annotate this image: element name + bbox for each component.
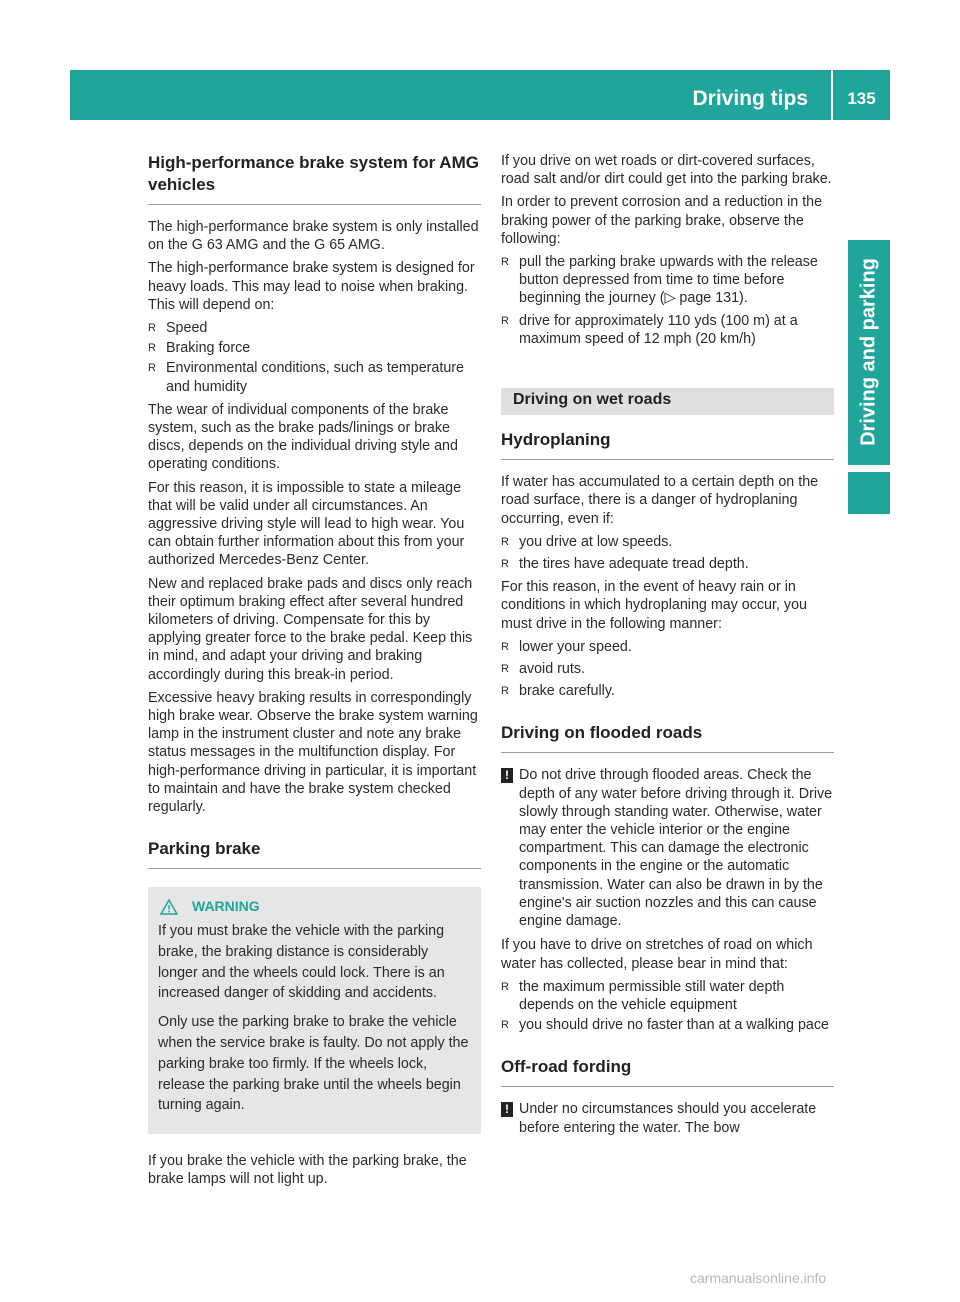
bullet-icon: R [501, 314, 509, 327]
list-item: R Braking force [148, 340, 251, 357]
paragraph: Excessive heavy braking results in correspondingly high brake wear. Observe the brake system warning lamp in the instrument cluster and note any brake status messages in the multifunction display. For high-performance driving in particular, it is important to maintain and have the brake system checked regularly. [148, 689, 478, 816]
bullet-icon: R [148, 342, 156, 355]
heading-off-road-fording: Off-road fording [501, 1056, 834, 1087]
chapter-title: Driving tips [692, 87, 808, 110]
list-item: R the maximum permissible still water depth depends on the vehicle equipment [501, 978, 785, 1013]
notice-text: Under no circumstances should you accelerate before entering the water. The bow [519, 1101, 817, 1136]
bullet-icon: R [501, 980, 509, 993]
list-item: R brake carefully. [501, 683, 615, 700]
side-tab-label: Driving and parking [857, 258, 880, 446]
page-number: 135 [847, 89, 876, 108]
warning-header [160, 896, 471, 917]
header-bar [70, 70, 890, 120]
paragraph: New and replaced brake pads and discs only reach their optimum braking effect after several hundred kilometers of driving. Compensate for this by applying greater force to the brake pedal. Keep this in mind, and adapt your driving and braking accordingly during this break-in period. [148, 575, 473, 683]
notice-icon: ! [501, 768, 513, 783]
paragraph: If water has accumulated to a certain depth on the road surface, there is a danger of hydroplaning occurring, even if: [501, 474, 819, 527]
warning-label: WARNING [192, 898, 260, 915]
notice-text: Do not drive through flooded areas. Check the depth of any water before driving through it. Drive slowly through standing water. Otherwise, water may enter the vehicle interior or the engine compartment. This can damage the electronic components in the engine or the automatic transmission. Water can also be drawn in by the engine's air suction nozzles and this can cause engine damage. [519, 767, 833, 930]
heading-hydroplaning: Hydroplaning [501, 429, 834, 460]
bullet-icon: R [501, 663, 509, 676]
list-item: R Speed [148, 320, 208, 337]
paragraph: The high-performance brake system is only installed on the G 63 AMG and the G 65 AMG. [148, 219, 479, 254]
heading-parking-brake: Parking brake [148, 838, 481, 869]
bullet-list [501, 978, 834, 1035]
list-item: R you should drive no faster than at a walking pace [501, 1017, 829, 1034]
notice-block [501, 766, 834, 930]
bullet-icon: R [148, 322, 156, 335]
bullet-icon: R [148, 362, 156, 375]
paragraph: For this reason, in the event of heavy rain or in conditions in which hydroplaning may occur, you must drive in the following manner: [501, 579, 807, 632]
bullet-icon: R [501, 535, 509, 548]
bullet-list [501, 253, 834, 348]
paragraph: If you brake the vehicle with the parking brake, the brake lamps will not light up. [148, 1153, 467, 1188]
bullet-icon: R [501, 558, 509, 571]
bullet-icon: R [501, 685, 509, 698]
heading-flooded-roads: Driving on flooded roads [501, 722, 834, 753]
paragraph: The wear of individual components of the brake system, such as the brake pads/linings or brake discs, depends on the individual driving style and operating conditions. [148, 401, 458, 473]
list-item: R you drive at low speeds. [501, 533, 673, 550]
section-side-tab [848, 240, 890, 465]
left-column [148, 152, 481, 1194]
list-item: R Environmental conditions, such as temperature and humidity [148, 360, 465, 395]
paragraph: For this reason, it is impossible to state a mileage that will be valid under all circumstances. An aggressive driving style will lead to high wear. You can obtain further information about this from your authorized Mercedes-Benz Center. [148, 479, 465, 569]
paragraph: If you drive on wet roads or dirt-covered surfaces, road salt and/or dirt could get into the parking brake. [501, 153, 832, 188]
warning-box [148, 887, 481, 1134]
heading-brake-system: High-performance brake system for AMG vehicles [148, 152, 481, 205]
list-item: R pull the parking brake upwards with the release button depressed from time to time before beginning the journey (▷ page 131). [501, 254, 818, 307]
bullet-icon: R [501, 1019, 509, 1032]
paragraph: If you have to drive on stretches of road on which water has collected, please bear in mind that: [501, 937, 813, 972]
warning-text: Only use the parking brake to brake the vehicle when the service brake is faulty. Do not apply the parking brake too firmly. If the wheels lock, release the parking brake until the wheels begin turning again. [158, 1014, 469, 1114]
right-column [501, 152, 834, 1143]
list-item: R avoid ruts. [501, 661, 585, 678]
bullet-list [148, 319, 481, 396]
list-item: R drive for approximately 110 yds (100 m) at a maximum speed of 12 mph (20 km/h) [501, 312, 798, 347]
warning-triangle-icon [160, 899, 178, 915]
warning-text: If you must brake the vehicle with the parking brake, the braking distance is considerably longer and the wheels could lock. There is an increased danger of skidding and accidents. [158, 923, 445, 1002]
bullet-list [501, 638, 834, 701]
notice-icon: ! [501, 1102, 513, 1117]
list-item: R lower your speed. [501, 638, 632, 655]
paragraph: The high-performance brake system is designed for heavy loads. This may lead to noise when braking. This will depend on: [148, 260, 475, 313]
bullet-list [501, 533, 834, 573]
paragraph: In order to prevent corrosion and a reduction in the braking power of the parking brake, observe the following: [501, 194, 823, 247]
bullet-icon: R [501, 256, 509, 269]
section-title-wet-roads: Driving on wet roads [501, 388, 834, 415]
bullet-icon: R [501, 640, 509, 653]
list-item: R the tires have adequate tread depth. [501, 556, 749, 573]
side-tab-marker [848, 472, 890, 514]
watermark: carmanualsonline.info [690, 1270, 827, 1286]
notice-block [501, 1100, 834, 1136]
